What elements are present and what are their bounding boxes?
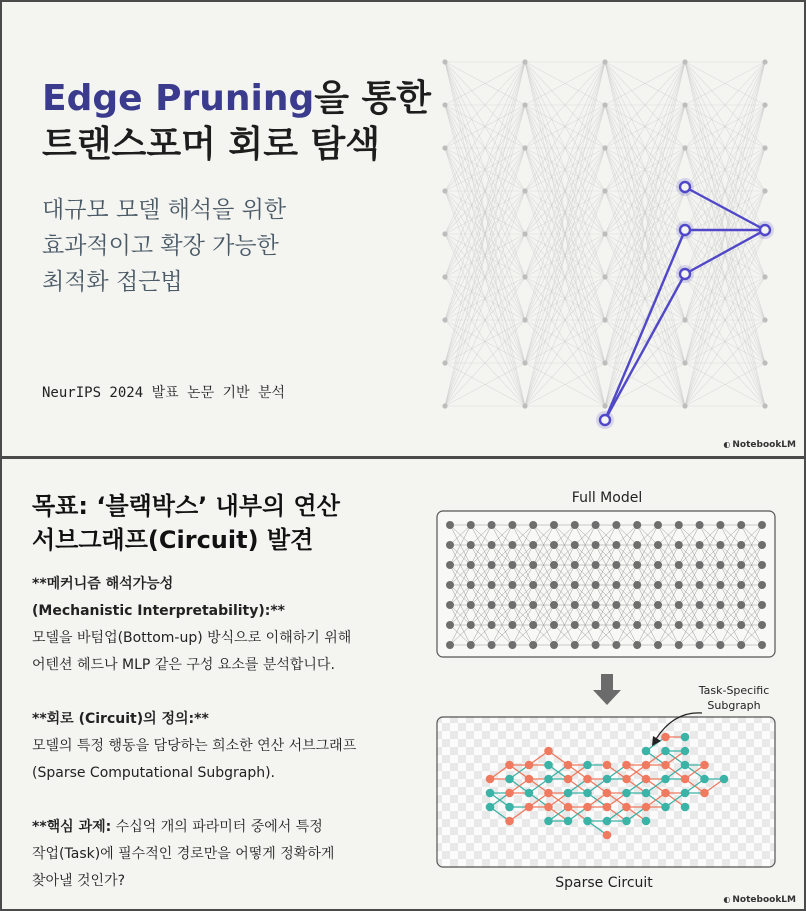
brand-name: NotebookLM xyxy=(732,895,796,905)
full-model-node xyxy=(529,521,537,529)
highlighted-circuit xyxy=(596,178,774,429)
sparse-node xyxy=(681,747,690,756)
full-model-node xyxy=(737,521,745,529)
sparse-node xyxy=(583,761,592,770)
sparse-node xyxy=(603,775,612,784)
full-model-node xyxy=(737,541,745,549)
network-node xyxy=(442,274,447,279)
sparse-node xyxy=(505,761,514,770)
network-node xyxy=(682,403,687,408)
sparse-node xyxy=(661,761,670,770)
sparse-node xyxy=(661,803,670,812)
paragraph-text: 수십억 개의 파라미터 중에서 특정 xyxy=(111,819,323,835)
sparse-node xyxy=(564,789,573,798)
full-model-node xyxy=(675,601,683,609)
network-node xyxy=(442,102,447,107)
full-model-node xyxy=(612,561,620,569)
slide2-title xyxy=(32,489,340,557)
network-node xyxy=(442,145,447,150)
slide2-title-line1: 목표: ‘블랙박스’ 내부의 연산 xyxy=(32,492,340,520)
paragraph-circuit-definition xyxy=(32,706,356,787)
full-model-node xyxy=(716,601,724,609)
network-node xyxy=(602,274,607,279)
full-model-node xyxy=(737,601,745,609)
full-model-node xyxy=(592,521,600,529)
network-node xyxy=(442,317,447,322)
network-node xyxy=(762,145,767,150)
full-model-node xyxy=(654,561,662,569)
sparse-node xyxy=(544,789,553,798)
full-model-node xyxy=(633,641,641,649)
network-node xyxy=(522,145,527,150)
sparse-node xyxy=(505,775,514,784)
network-node xyxy=(442,188,447,193)
circuit-edge xyxy=(685,230,765,274)
slide-title-heading xyxy=(42,76,431,168)
sparse-node xyxy=(622,817,631,826)
arrow-head xyxy=(593,690,621,705)
full-model-node xyxy=(758,561,766,569)
paragraph-core-challenge xyxy=(32,814,356,895)
full-model-node xyxy=(550,541,558,549)
full-model-node xyxy=(529,541,537,549)
network-node xyxy=(602,145,607,150)
sparse-node xyxy=(661,733,670,742)
network-node xyxy=(602,403,607,408)
sparse-node xyxy=(564,775,573,784)
full-model-node xyxy=(488,561,496,569)
sparse-node xyxy=(622,789,631,798)
network-node xyxy=(762,317,767,322)
full-model-node xyxy=(758,621,766,629)
full-model-node xyxy=(716,641,724,649)
sparse-node xyxy=(583,803,592,812)
sparse-node xyxy=(583,789,592,798)
full-model-node xyxy=(550,581,558,589)
arrow-shaft xyxy=(601,674,613,690)
full-model-node xyxy=(737,641,745,649)
network-node xyxy=(682,317,687,322)
network-node xyxy=(522,317,527,322)
sparse-node xyxy=(700,789,709,798)
sparse-node xyxy=(603,789,612,798)
full-model-node xyxy=(446,621,454,629)
full-model-node xyxy=(467,521,475,529)
full-model-node xyxy=(654,641,662,649)
full-model-node xyxy=(592,641,600,649)
full-model-node xyxy=(550,601,558,609)
network-node xyxy=(442,59,447,64)
sparse-node xyxy=(525,789,534,798)
full-model-node xyxy=(488,601,496,609)
subtitle-line: 대규모 모델 해석을 위한 xyxy=(42,197,287,223)
network-node xyxy=(682,360,687,365)
full-model-node xyxy=(758,541,766,549)
full-model-node xyxy=(592,601,600,609)
sparse-node xyxy=(583,817,592,826)
brand-name: NotebookLM xyxy=(732,440,796,450)
full-model-node xyxy=(508,561,516,569)
full-model-node xyxy=(592,621,600,629)
network-node xyxy=(762,403,767,408)
full-model-node xyxy=(654,541,662,549)
sparse-node xyxy=(700,761,709,770)
full-model-node xyxy=(696,601,704,609)
full-model-node xyxy=(633,541,641,549)
full-model-node xyxy=(612,621,620,629)
sparse-node xyxy=(505,817,514,826)
full-model-node xyxy=(758,601,766,609)
full-model-node xyxy=(654,601,662,609)
sparse-node xyxy=(583,775,592,784)
full-model-node xyxy=(737,581,745,589)
full-model-node xyxy=(571,541,579,549)
sparse-node xyxy=(622,803,631,812)
paragraph-text: 모델의 특정 행동을 담당하는 희소한 연산 서브그래프 xyxy=(32,738,357,754)
sparse-node xyxy=(661,789,670,798)
slide2-body xyxy=(32,571,356,909)
paragraph-text: 찾아낼 것인가? xyxy=(32,873,126,889)
full-model-node xyxy=(529,621,537,629)
full-model-node xyxy=(675,561,683,569)
subtitle-line: 최적화 접근법 xyxy=(42,269,183,295)
sparse-circuit-label: Sparse Circuit xyxy=(555,875,653,891)
full-model-node xyxy=(675,621,683,629)
sparse-node xyxy=(642,803,651,812)
full-model-node xyxy=(675,541,683,549)
paragraph-heading: (Mechanistic Interpretability):** xyxy=(32,603,286,619)
paragraph-text: 어텐션 헤드나 MLP 같은 구성 요소를 분석합니다. xyxy=(32,657,335,673)
sparse-node xyxy=(564,803,573,812)
full-model-node xyxy=(758,641,766,649)
full-model-node xyxy=(612,641,620,649)
sparse-node xyxy=(603,817,612,826)
sparse-node xyxy=(642,775,651,784)
full-model-node xyxy=(488,521,496,529)
full-model-node xyxy=(467,541,475,549)
sparse-node xyxy=(544,775,553,784)
slide2-title-line2: 서브그래프(Circuit) 발견 xyxy=(32,526,314,554)
paragraph-heading: **회로 (Circuit)의 정의:** xyxy=(32,711,209,727)
full-model-node xyxy=(529,641,537,649)
sparse-circuit-diagram xyxy=(437,717,775,867)
full-model-node xyxy=(446,641,454,649)
slide-title xyxy=(2,2,804,456)
circuit-node xyxy=(680,182,690,192)
sparse-node xyxy=(544,761,553,770)
full-model-node xyxy=(716,581,724,589)
full-model-node xyxy=(508,581,516,589)
title-line2: 트랜스포머 회로 탐색 xyxy=(42,124,381,165)
sparse-node xyxy=(486,775,495,784)
network-node xyxy=(762,188,767,193)
full-model-node xyxy=(571,581,579,589)
full-model-node xyxy=(467,601,475,609)
brand-watermark xyxy=(723,440,796,450)
full-model-node xyxy=(508,621,516,629)
network-node xyxy=(522,403,527,408)
network-node xyxy=(762,274,767,279)
full-model-node xyxy=(654,621,662,629)
full-model-node xyxy=(612,601,620,609)
network-node xyxy=(522,102,527,107)
slide-subtitle xyxy=(42,192,286,300)
sparse-node xyxy=(642,817,651,826)
notebooklm-logo-icon: ◐ xyxy=(723,895,731,904)
full-model-node xyxy=(508,521,516,529)
circuit-node xyxy=(680,225,690,235)
full-model-node xyxy=(716,561,724,569)
full-model-node xyxy=(571,641,579,649)
sparse-node xyxy=(525,775,534,784)
full-model-diagram xyxy=(437,511,775,657)
network-node xyxy=(682,59,687,64)
full-model-node xyxy=(675,641,683,649)
network-node xyxy=(602,317,607,322)
full-model-node xyxy=(633,521,641,529)
full-model-node xyxy=(467,621,475,629)
full-model-node xyxy=(508,601,516,609)
full-model-node xyxy=(529,581,537,589)
full-model-node xyxy=(612,521,620,529)
full-model-node xyxy=(571,621,579,629)
circuit-node xyxy=(680,269,690,279)
network-node xyxy=(682,145,687,150)
task-subgraph-label-line1: Task-Specific xyxy=(698,684,770,697)
network-node xyxy=(602,231,607,236)
full-model-node xyxy=(696,581,704,589)
sparse-node xyxy=(544,747,553,756)
sparse-node xyxy=(603,761,612,770)
network-node xyxy=(442,403,447,408)
sparse-node xyxy=(564,761,573,770)
title-highlight: Edge Pruning xyxy=(42,78,315,119)
sparse-node xyxy=(486,803,495,812)
network-node xyxy=(522,231,527,236)
sparse-node xyxy=(505,789,514,798)
full-model-node xyxy=(488,641,496,649)
full-model-node xyxy=(696,561,704,569)
full-model-node xyxy=(571,521,579,529)
full-model-node xyxy=(612,541,620,549)
sparse-node xyxy=(681,775,690,784)
sparse-node xyxy=(681,789,690,798)
network-node xyxy=(442,231,447,236)
full-model-node xyxy=(737,621,745,629)
full-model-node xyxy=(488,621,496,629)
full-model-node xyxy=(633,581,641,589)
full-model-node xyxy=(592,561,600,569)
full-model-node xyxy=(488,581,496,589)
full-model-node xyxy=(654,581,662,589)
full-model-node xyxy=(529,561,537,569)
full-model-node xyxy=(737,561,745,569)
title-line1-rest: 을 통한 xyxy=(314,78,432,119)
full-model-node xyxy=(550,561,558,569)
full-model-node xyxy=(716,621,724,629)
sparse-node xyxy=(642,789,651,798)
sparse-node xyxy=(642,761,651,770)
sparse-node xyxy=(525,761,534,770)
sparse-node xyxy=(661,747,670,756)
network-node xyxy=(602,59,607,64)
network-node xyxy=(762,59,767,64)
full-model-node xyxy=(612,581,620,589)
circuit-node xyxy=(760,225,770,235)
network-node xyxy=(602,360,607,365)
paragraph-heading: **메커니즘 해석가능성 xyxy=(32,576,174,592)
subtitle-line: 효과적이고 확장 가능한 xyxy=(42,233,279,259)
sparse-node xyxy=(622,761,631,770)
sparse-node xyxy=(700,775,709,784)
full-model-node xyxy=(571,601,579,609)
full-model-node xyxy=(550,641,558,649)
sparse-node xyxy=(486,789,495,798)
full-model-node xyxy=(758,521,766,529)
paragraph-text: 작업(Task)에 필수적인 경로만을 어떻게 정확하게 xyxy=(32,846,335,862)
full-model-node xyxy=(467,641,475,649)
network-node xyxy=(442,360,447,365)
full-model-node xyxy=(592,581,600,589)
full-model-node xyxy=(446,561,454,569)
sparse-node xyxy=(544,803,553,812)
slide-goal xyxy=(2,459,804,909)
full-model-node xyxy=(654,521,662,529)
network-node xyxy=(762,360,767,365)
source-note: NeurIPS 2024 발표 논문 기반 분석 xyxy=(42,385,286,401)
full-model-node xyxy=(529,601,537,609)
full-model-node xyxy=(633,621,641,629)
paragraph-heading: **핵심 과제: xyxy=(32,819,112,835)
full-model-node xyxy=(550,621,558,629)
down-arrow-icon xyxy=(593,674,621,705)
network-node xyxy=(522,59,527,64)
sparse-node xyxy=(603,831,612,840)
full-model-node xyxy=(508,541,516,549)
network-node xyxy=(682,102,687,107)
network-node xyxy=(602,102,607,107)
sparse-node xyxy=(681,803,690,812)
sparse-node xyxy=(681,733,690,742)
full-model-node xyxy=(696,541,704,549)
full-model-node xyxy=(696,621,704,629)
sparse-node xyxy=(720,775,729,784)
full-model-node xyxy=(675,521,683,529)
sparse-node xyxy=(642,747,651,756)
full-model-node xyxy=(446,601,454,609)
notebooklm-logo-icon: ◐ xyxy=(723,440,731,449)
paragraph-text: 모델을 바텀업(Bottom-up) 방식으로 이해하기 위해 xyxy=(32,630,352,646)
full-model-node xyxy=(633,561,641,569)
task-subgraph-label-line2: Subgraph xyxy=(707,699,761,712)
paragraph-text: (Sparse Computational Subgraph). xyxy=(32,765,276,781)
full-model-node xyxy=(550,521,558,529)
paragraph-mechanistic xyxy=(32,571,356,679)
full-model-node xyxy=(508,641,516,649)
full-model-node xyxy=(716,521,724,529)
network-node xyxy=(522,274,527,279)
sparse-node xyxy=(544,817,553,826)
full-model-node xyxy=(446,541,454,549)
full-model-node xyxy=(758,581,766,589)
sparse-node xyxy=(564,817,573,826)
brand-watermark xyxy=(723,895,796,905)
network-node xyxy=(522,360,527,365)
sparse-node xyxy=(661,775,670,784)
full-model-node xyxy=(633,601,641,609)
network-node xyxy=(762,102,767,107)
sparse-node xyxy=(681,761,690,770)
full-model-node xyxy=(467,561,475,569)
full-model-node xyxy=(446,581,454,589)
sparse-node xyxy=(525,803,534,812)
circuit-node xyxy=(600,415,610,425)
full-model-label: Full Model xyxy=(571,490,643,506)
full-model-node xyxy=(592,541,600,549)
full-model-node xyxy=(467,581,475,589)
full-model-node xyxy=(696,641,704,649)
full-model-node xyxy=(696,521,704,529)
sparse-node xyxy=(622,775,631,784)
full-model-node xyxy=(488,541,496,549)
full-model-node xyxy=(716,541,724,549)
full-model-node xyxy=(446,521,454,529)
network-node xyxy=(522,188,527,193)
network-node xyxy=(602,188,607,193)
sparse-node xyxy=(603,803,612,812)
sparse-node xyxy=(505,803,514,812)
full-model-node xyxy=(675,581,683,589)
full-model-node xyxy=(571,561,579,569)
